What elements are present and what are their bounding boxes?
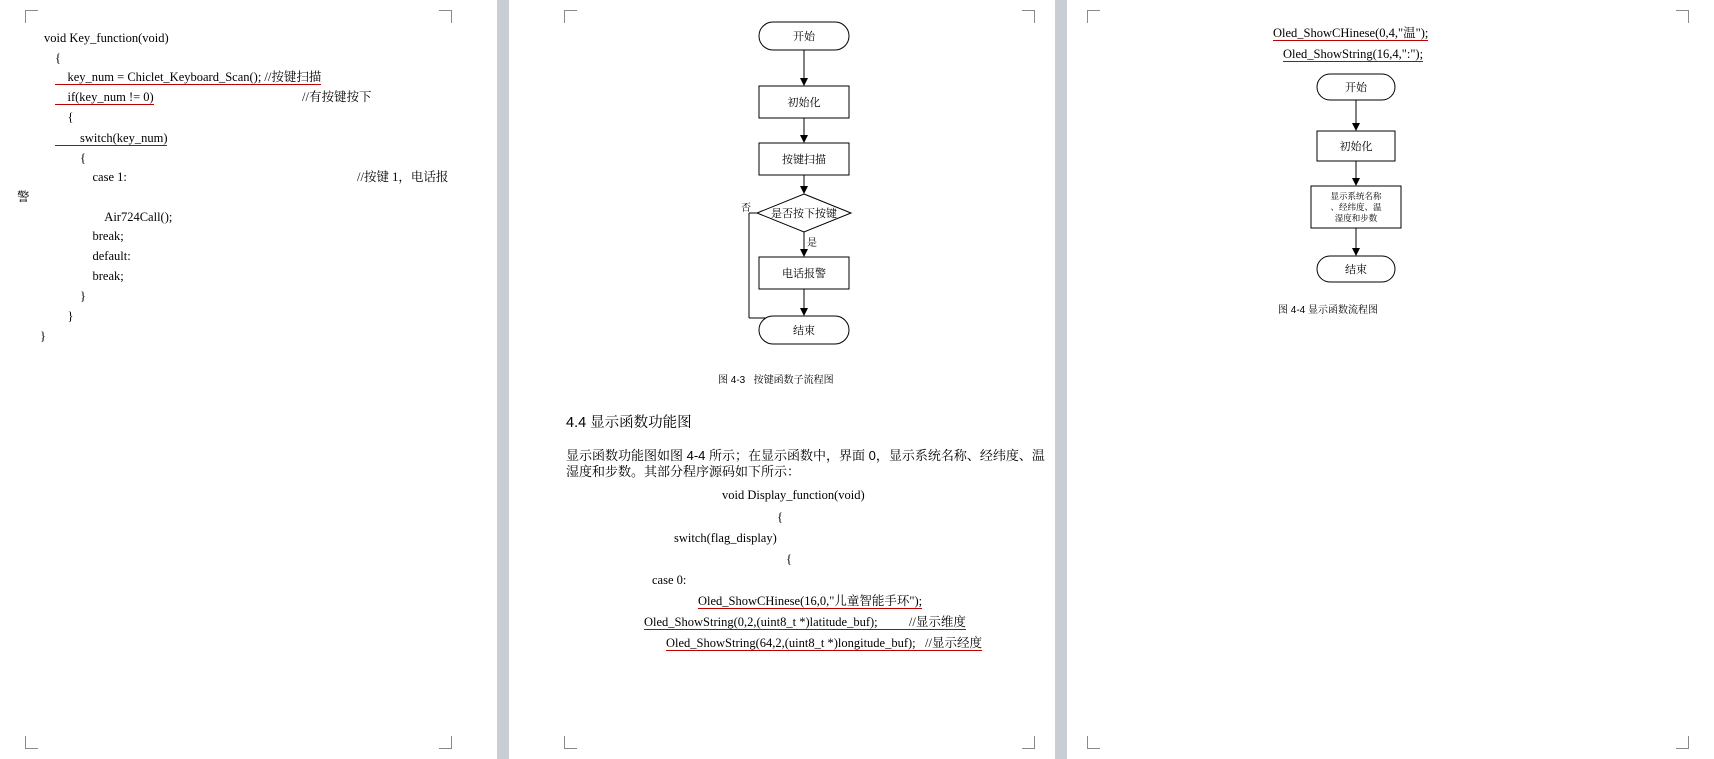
figure-caption-4-4: 图 4-4 显示函数流程图 (1278, 305, 1379, 316)
crop-mark-bottom-left (564, 736, 577, 749)
code-comment-case1: //按键 1，电话报 (357, 170, 449, 184)
crop-mark-bottom-right (1676, 736, 1689, 749)
code-line: { (786, 552, 792, 566)
crop-mark-top-left (25, 10, 38, 23)
crop-mark-top-right (1022, 10, 1035, 23)
code-line: default: (55, 249, 131, 263)
section-heading-4-4: 4.4 显示函数功能图 (566, 415, 692, 431)
code-line: void Key_function(void) (44, 31, 169, 45)
code-line: Oled_ShowCHinese(0,4,"温"); (1273, 26, 1429, 40)
flow-node-label: 按键扫描 (782, 154, 826, 166)
code-line: Oled_ShowString(16,4,":"); (1283, 47, 1424, 61)
flow-node-label: 结束 (1345, 264, 1367, 276)
crop-mark-bottom-right (439, 736, 452, 749)
crop-mark-bottom-left (1087, 736, 1100, 749)
flow-node-label: 电话报警 (782, 268, 826, 280)
code-line: Oled_ShowString(64,2,(uint8_t *)longitude_buf); //显示经度 (666, 636, 982, 650)
code-line: { (55, 51, 61, 65)
flow-node-label-line1: 显示系统名称 (1330, 191, 1382, 201)
code-line: } (40, 329, 46, 343)
figure-caption-4-3: 图 4-3 按键函数子流程图 (718, 375, 834, 386)
code-line: { (55, 151, 86, 165)
page-gutter (1055, 0, 1067, 759)
code-comment-case1-wrap: 警 (17, 190, 30, 204)
code-line: case 1: (55, 170, 127, 184)
paragraph-line-2: 湿度和步数。其部分程序源码如下所示： (566, 464, 801, 479)
code-line: case 0: (652, 573, 687, 587)
crop-mark-top-left (1087, 10, 1100, 23)
flow-node-label: 开始 (1345, 82, 1367, 94)
page-gutter (497, 0, 509, 759)
flowchart-key-function (719, 18, 909, 368)
code-line: Air724Call(); (55, 210, 173, 224)
crop-mark-top-right (439, 10, 452, 23)
flow-node-label: 开始 (793, 31, 815, 43)
code-comment-keypress: //有按键按下 (302, 90, 372, 104)
crop-mark-top-right (1676, 10, 1689, 23)
code-line: Oled_ShowString(0,2,(uint8_t *)latitude_buf); //显示维度 (644, 615, 966, 629)
code-line: switch(key_num) (55, 131, 168, 145)
code-line: break; (55, 269, 124, 283)
document-page-middle[interactable] (509, 0, 1055, 759)
crop-mark-top-left (564, 10, 577, 23)
code-line: key_num = Chiclet_Keyboard_Scan(); //按键扫描 (55, 70, 322, 84)
code-line: if(key_num != 0) (55, 90, 154, 104)
paragraph-line-1: 显示函数功能图如图 4-4 所示；在显示函数中，界面 0，显示系统名称、经纬度、温 (566, 448, 1045, 463)
code-line: switch(flag_display) (674, 531, 777, 545)
crop-mark-bottom-right (1022, 736, 1035, 749)
document-page-right[interactable] (1067, 0, 1714, 759)
code-line: } (55, 309, 74, 323)
code-line: break; (55, 229, 124, 243)
code-line: void Display_function(void) (722, 488, 865, 502)
flow-node-label: 结束 (793, 325, 815, 337)
flowchart-display-function (1277, 70, 1467, 300)
flow-node-label: 是否按下按键 (771, 208, 837, 220)
flow-node-label-line2: 、经纬度、温 (1330, 202, 1382, 212)
flow-node-label: 初始化 (1339, 141, 1373, 153)
code-line: { (777, 510, 783, 524)
code-line: } (55, 289, 86, 303)
code-line: Oled_ShowCHinese(16,0,"儿童智能手环"); (698, 594, 923, 608)
crop-mark-bottom-left (25, 736, 38, 749)
flow-edge-label-no: 否 (741, 203, 751, 214)
document-page-left[interactable] (0, 0, 497, 759)
code-line: { (55, 110, 74, 124)
flow-node-label-line3: 湿度和步数 (1334, 213, 1378, 223)
flow-edge-label-yes: 是 (807, 238, 817, 249)
flow-node-label: 初始化 (787, 97, 821, 109)
